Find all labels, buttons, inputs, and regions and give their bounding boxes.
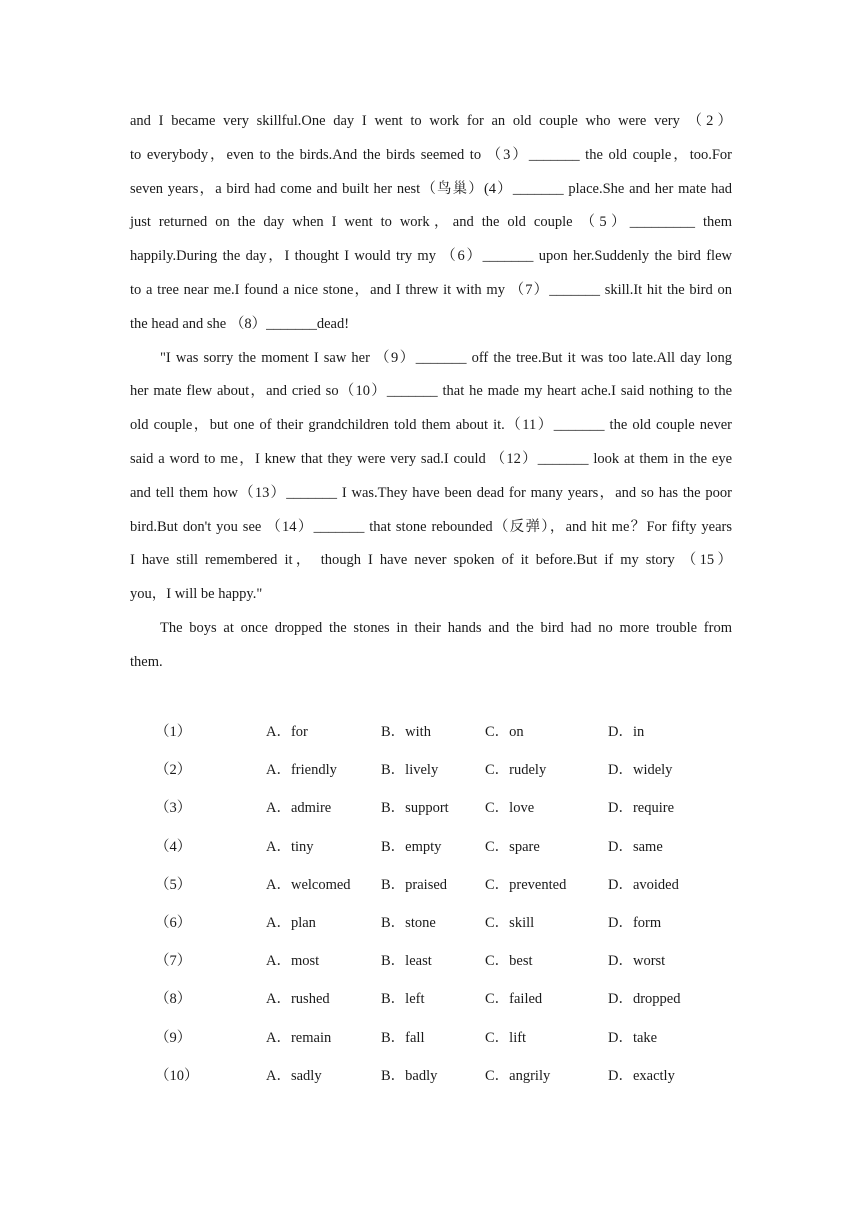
passage-line: just returned on the day when I went to work，and the old couple （5）_________ them <box>130 214 732 231</box>
passage-line: and tell them how（13）_______ I was.They have been dead for many years，and so has the poor <box>130 484 732 501</box>
option-d: D．worst <box>608 953 666 970</box>
option-d: D．dropped <box>608 991 681 1008</box>
option-a: A．tiny <box>266 838 314 855</box>
passage-line: happily.During the day，I thought I would try my （6）_______ upon her.Suddenly the bird flew <box>130 248 732 265</box>
question-option-row <box>155 866 715 904</box>
option-c: C．skill <box>485 914 535 931</box>
option-b: B．support <box>381 800 449 817</box>
question-option-row <box>155 942 715 980</box>
option-c: C．lift <box>485 1029 527 1046</box>
option-d: D．in <box>608 724 645 740</box>
option-c: C．rudely <box>485 762 547 779</box>
passage-line: old couple，but one of their grandchildren told them about it.（11）_______ the old couple never <box>130 417 732 434</box>
passage-line: to everybody，even to the birds.And the birds seemed to （3）_______ the old couple，too.For <box>130 146 732 163</box>
question-number: （4） <box>155 838 192 855</box>
option-b: B．left <box>381 991 425 1008</box>
question-option-row <box>155 1057 715 1095</box>
question-number: （1） <box>155 724 192 740</box>
question-option-row <box>155 904 715 942</box>
passage-line: to a tree near me.I found a nice stone，and I threw it with my （7）_______ skill.It hit the bird on <box>130 281 732 298</box>
question-number: （5） <box>155 876 192 893</box>
answer-options-table <box>155 713 715 1095</box>
option-a: A．for <box>266 724 308 740</box>
option-b: B．empty <box>381 838 442 855</box>
option-a: A．sadly <box>266 1067 322 1084</box>
option-b: B．fall <box>381 1029 425 1046</box>
question-option-row <box>155 751 715 789</box>
question-option-row <box>155 789 715 827</box>
option-b: B．praised <box>381 876 448 893</box>
option-b: B．badly <box>381 1067 438 1084</box>
option-c: C．best <box>485 953 533 970</box>
option-a: A．most <box>266 953 320 970</box>
option-b: B．lively <box>381 762 439 779</box>
passage-line: you，I will be happy." <box>130 586 263 603</box>
passage-line: "I was sorry the moment I saw her （9）_______ off the tree.But it was too late.All day long <box>160 349 732 366</box>
question-number: （10） <box>155 1067 199 1084</box>
option-b: B．with <box>381 724 431 740</box>
option-d: D．take <box>608 1029 658 1046</box>
option-d: D．same <box>608 838 663 855</box>
passage-line: and I became very skillful.One day I went to work for an old couple who were very （2） <box>130 113 732 129</box>
passage-line: the head and she （8）_______dead! <box>130 315 350 332</box>
question-number: （9） <box>155 1029 192 1046</box>
question-number: （2） <box>155 762 192 779</box>
question-option-row <box>155 713 715 751</box>
passage-line: them. <box>130 653 163 670</box>
passage-line: bird.But don't you see （14）_______ that stone rebounded（反弹），and hit me？For fifty years <box>130 518 732 535</box>
option-a: A．rushed <box>266 991 330 1008</box>
question-option-row <box>155 980 715 1018</box>
option-a: A．plan <box>266 914 316 931</box>
option-c: C．spare <box>485 838 540 855</box>
option-c: C．on <box>485 724 524 740</box>
option-d: D．form <box>608 914 662 931</box>
option-a: A．welcomed <box>266 876 351 893</box>
question-number: （6） <box>155 914 192 931</box>
passage-line: I have still remembered it， though I have never spoken of it before.But if my story （15） <box>130 552 732 569</box>
option-b: B．stone <box>381 914 436 931</box>
option-b: B．least <box>381 953 432 970</box>
option-d: D．avoided <box>608 876 679 893</box>
option-a: A．friendly <box>266 762 337 779</box>
question-number: （3） <box>155 800 192 817</box>
option-c: C．angrily <box>485 1067 551 1084</box>
passage-text <box>130 105 732 680</box>
passage-line: said a word to me，I knew that they were very sad.I could （12）_______ look at them in the eye <box>130 450 732 467</box>
option-c: C．failed <box>485 991 543 1008</box>
option-d: D．exactly <box>608 1067 675 1084</box>
question-number: （7） <box>155 953 192 970</box>
question-option-row <box>155 828 715 866</box>
passage-line: seven years，a bird had come and built her nest（鸟巢）(4）_______ place.She and her mate had <box>130 180 732 197</box>
question-number: （8） <box>155 991 192 1008</box>
option-d: D．require <box>608 800 675 817</box>
question-option-row <box>155 1019 715 1057</box>
option-c: C．love <box>485 800 535 817</box>
option-a: A．admire <box>266 800 332 817</box>
option-a: A．remain <box>266 1029 332 1046</box>
passage-line: The boys at once dropped the stones in their hands and the bird had no more trouble from <box>160 619 732 636</box>
option-c: C．prevented <box>485 876 567 893</box>
passage-line: her mate flew about，and cried so（10）_______ that he made my heart ache.I said nothing to the <box>130 383 732 400</box>
option-d: D．widely <box>608 762 673 779</box>
